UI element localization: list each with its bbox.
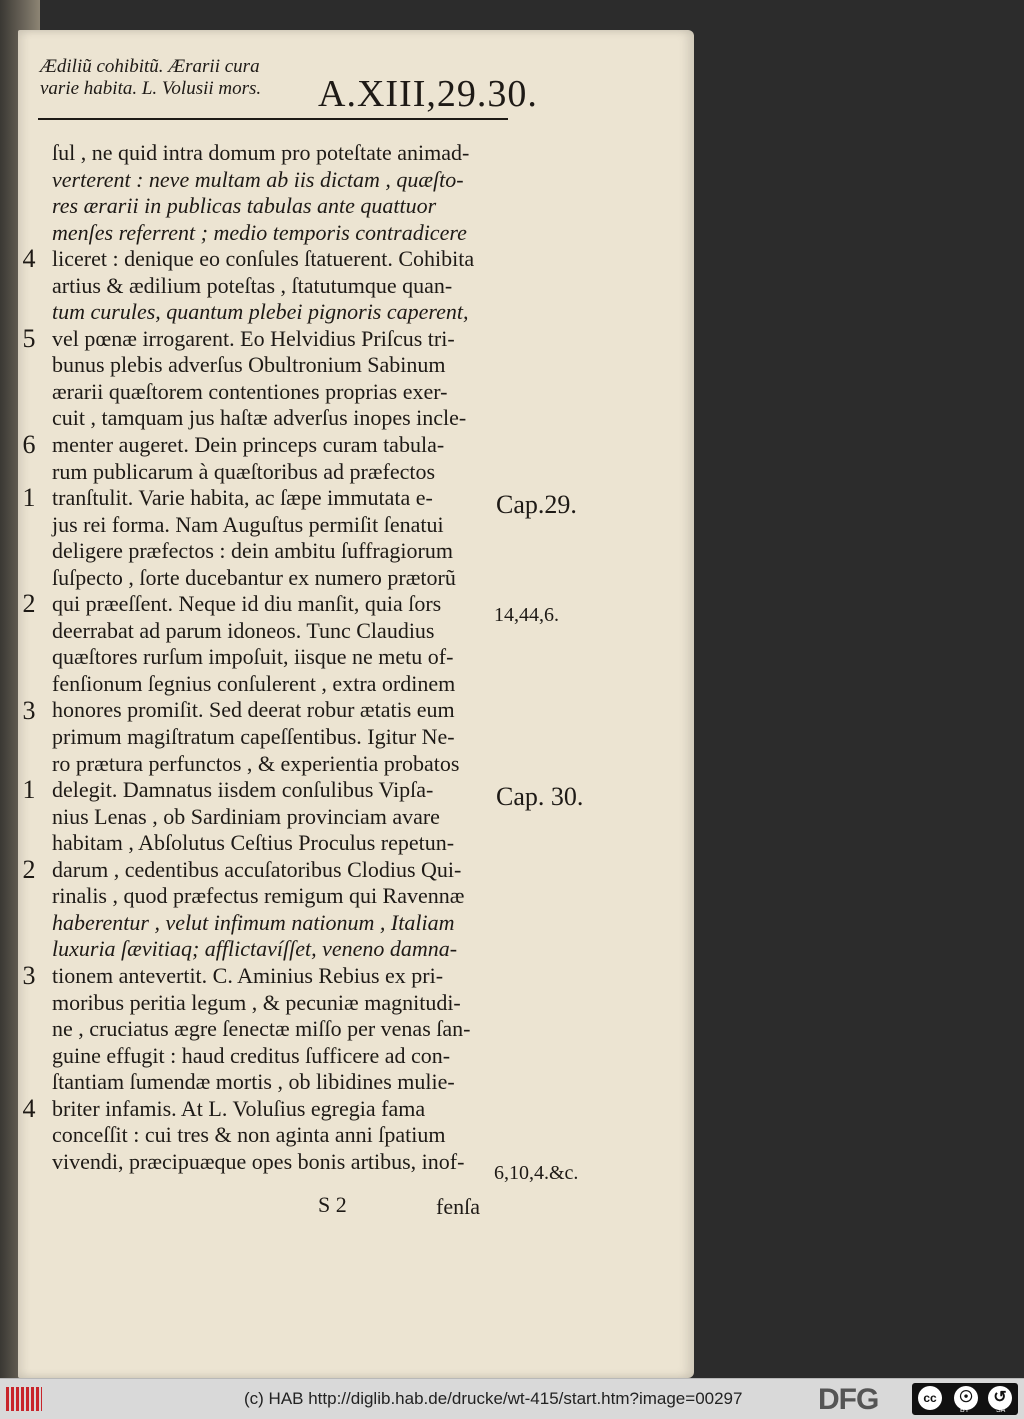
text-line: conceſſit : cui tres & non aginta anni ſpatium: [52, 1122, 446, 1148]
text-line: vel pœnæ irrogarent. Eo Helvidius Priſcus tri-: [52, 325, 455, 351]
margin-number: 2: [22, 589, 36, 619]
text-line: ſuſpecto , ſorte ducebantur ex numero prætorũ: [52, 564, 456, 590]
margin-number: 3: [22, 961, 36, 991]
text-line: ſtantiam ſumendæ mortis , ob libidines mulie-: [52, 1069, 455, 1095]
text-line: rum publicarum à quæſtoribus ad præfectos: [52, 458, 436, 484]
library-logo-icon: [6, 1387, 42, 1411]
text-line: ne , cruciatus ægre ſenectæ miſſo per venas ſan-: [52, 1016, 471, 1042]
text-line: ſul , ne quid intra domum pro poteſtate animad-: [52, 140, 470, 165]
body-text: [52, 140, 498, 1175]
copyright-url[interactable]: (c) HAB http://diglib.hab.de/drucke/wt-415/start.htm?image=00297: [244, 1389, 743, 1408]
text-line: nius Lenas , ob Sardiniam provinciam avare: [52, 803, 440, 829]
text-line: jus rei forma. Nam Auguſtus permiſit ſenatui: [52, 511, 444, 537]
viewer-footer: [0, 1378, 1024, 1419]
signature-mark: S 2: [318, 1192, 347, 1217]
text-line: res ærarii in publicas tabulas ante quattuor: [52, 193, 437, 219]
margin-number: 4: [22, 244, 36, 274]
margin-number: 4: [22, 1093, 36, 1123]
header-rule: [38, 118, 508, 120]
dfg-logo: DFG: [818, 1383, 879, 1416]
text-line: tranſtulit. Varie habita, ac ſæpe immutata e-: [52, 485, 433, 511]
by-label: BY: [960, 1407, 970, 1414]
text-line: rinalis , quod præfectus remigum qui Ravennæ: [52, 883, 465, 909]
cc-license-badge[interactable]: [912, 1383, 1018, 1415]
margin-number: 5: [22, 323, 36, 353]
margin-note-reference-1: 14,44,6.: [494, 604, 559, 626]
text-line: fenſionum ſegnius conſulerent , extra ordinem: [52, 670, 456, 696]
cc-icon: cc: [918, 1386, 942, 1410]
text-line: habitam , Abſolutus Ceſtius Proculus repetun-: [52, 830, 455, 856]
by-person-icon: ☉: [954, 1386, 978, 1410]
margin-note-cap-29: Cap.29.: [496, 490, 577, 519]
text-line: delegit. Damnatus iisdem conſulibus Vipſa-: [52, 777, 434, 803]
text-line: bunus plebis adverſus Obultronium Sabinum: [52, 352, 446, 378]
text-line: primum magiſtratum capeſſentibus. Igitur Ne-: [52, 724, 455, 750]
margin-number: 1: [22, 775, 36, 805]
text-line: qui præeſſent. Neque id diu manſit, quia ſors: [52, 591, 442, 617]
text-line: ro prætura perfunctos , & experientia probatos: [52, 750, 460, 776]
text-line: luxuria ſævitiaq; afflictavíſſet, veneno damna-: [52, 936, 458, 962]
text-line: haberentur , velut infimum nationum , Italiam: [52, 909, 455, 935]
text-line: moribus peritia legum , & pecuniæ magnitudi-: [52, 989, 461, 1015]
text-line: tionem antevertit. C. Aminius Rebius ex pri-: [52, 962, 444, 988]
text-line: menter augeret. Dein princeps curam tabula-: [52, 432, 445, 458]
text-line: cuit , tamquam jus haſtæ adverſus inopes incle-: [52, 405, 467, 431]
text-line: briter infamis. At L. Voluſius egregia fama: [52, 1095, 426, 1121]
text-line: tum curules, quantum plebei pignoris caperent,: [52, 299, 469, 325]
running-head-line-1: Ædiliũ cohibitũ. Ærarii cura: [40, 56, 260, 77]
text-line: liceret : denique eo conſules ſtatuerent. Cohibita: [52, 246, 475, 272]
text-line: honores promiſit. Sed deerat robur ætatis eum: [52, 697, 455, 723]
text-line: vivendi, præcipuæque opes bonis artibus, inof-: [52, 1148, 465, 1174]
sa-label: SA: [996, 1407, 1006, 1414]
margin-note-reference-2: 6,10,4.&c.: [494, 1162, 579, 1184]
text-line: artius & ædilium poteſtas , ſtatutumque quan-: [52, 272, 453, 298]
text-line: menſes referrent ; medio temporis contradicere: [52, 219, 467, 245]
text-line: ærarii quæſtorem contentiones proprias exer-: [52, 378, 448, 404]
text-line: verterent : neve multam ab iis dictam , quæſto-: [52, 166, 464, 192]
sa-share-alike-icon: ↺: [988, 1386, 1012, 1410]
margin-number: 1: [22, 483, 36, 513]
text-line: guine effugit : haud creditus ſufficere ad con-: [52, 1042, 451, 1068]
margin-note-cap-30: Cap. 30.: [496, 782, 584, 811]
running-head-line-2: varie habita. L. Volusii mors.: [40, 78, 262, 99]
catchword: fenſa: [436, 1194, 480, 1219]
text-line: deligere præfectos : dein ambitu ſuffragiorum: [52, 538, 453, 564]
text-line: deerrabat ad parum idoneos. Tunc Claudius: [52, 617, 435, 643]
text-line: darum , cedentibus accuſatoribus Clodius Qui-: [52, 856, 462, 882]
text-line: quæſtores rurſum impoſuit, iisque ne metu of-: [52, 644, 454, 670]
running-head-summary: [40, 56, 300, 100]
margin-number: 3: [22, 695, 36, 725]
running-head-reference: A.XIII,29.30.: [318, 73, 538, 115]
margin-number: 6: [22, 430, 36, 460]
margin-number: 2: [22, 854, 36, 884]
